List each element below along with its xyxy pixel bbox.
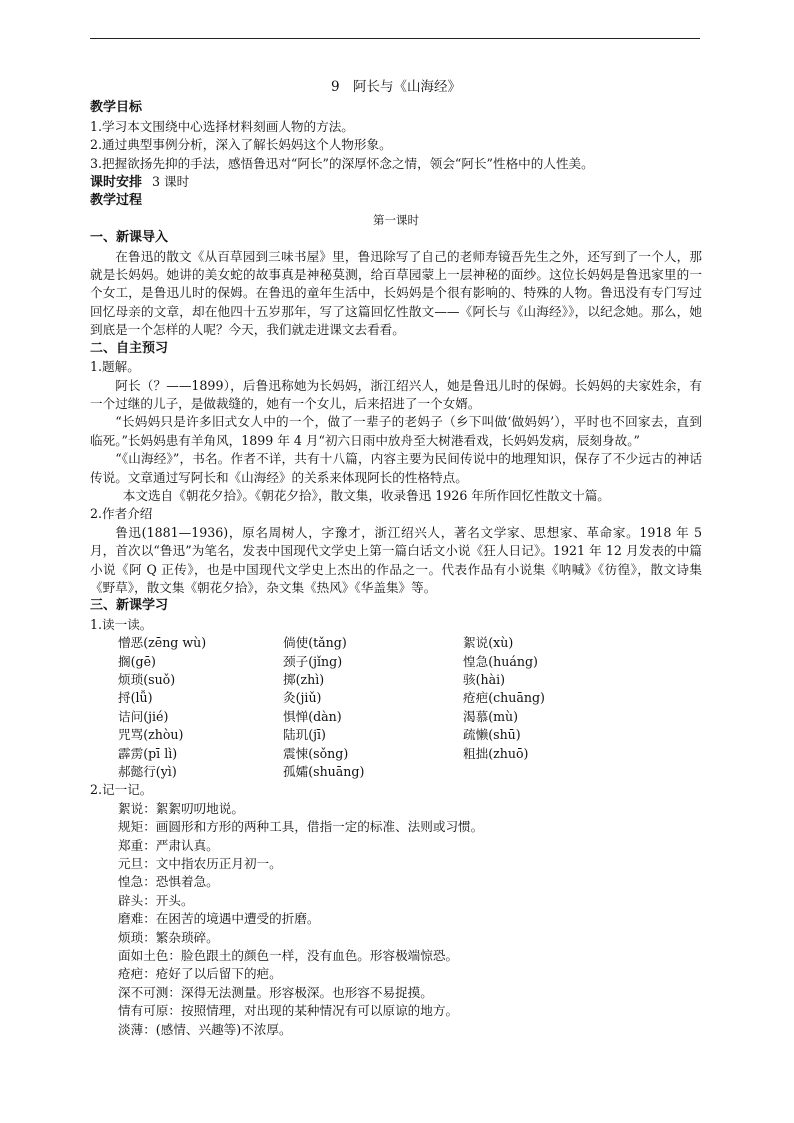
reading-item: 疮疤(chuāng): [463, 690, 545, 706]
reading-item: 粗拙(zhuō): [463, 745, 529, 761]
reading-item: 渴慕(mù): [463, 708, 519, 724]
definition-item: 情有可原：按照情理，对出现的某种情况有可以原谅的地方。: [118, 1003, 459, 1019]
reading-item: 絮说(xù): [463, 635, 514, 651]
reading-item: 孤孀(shuāng): [283, 763, 365, 779]
definition-item: 郑重：严肃认真。: [118, 837, 219, 853]
lesson-label: 第一课时: [373, 212, 419, 227]
reading-grid: [90, 634, 702, 781]
definition-item: 元旦：文中指农历正月初一。: [118, 855, 282, 871]
goal-item: 1.学习本文围绕中心选择材料刻画人物的方法。: [90, 118, 354, 134]
section-heading-preview: 二、自主预习: [90, 340, 169, 356]
paragraph-source: 本文选自《朝花夕拾》。《朝花夕拾》，散文集，收录鲁迅 1926 年所作回忆性散文十篇。: [122, 487, 610, 503]
definition-item: 絮说：絮絮叨叨地说。: [118, 800, 244, 816]
reading-item: 陆玑(jī): [283, 727, 326, 743]
definition-item: 淡薄：(感情、兴趣等)不浓厚。: [118, 1021, 292, 1037]
reading-item: 颈子(jǐng): [283, 653, 343, 669]
intro-paragraph: 在鲁迅的散文《从百草园到三味书屋》里，鲁迅除写了自己的老师寿镜吾先生之外，还写到了一个人，那就是长妈妈。她讲的美女蛇的故事真是神秘莫测，给百草园蒙上一层神秘的面纱。这位长妈妈是鲁迅家里的一个女工，是鲁迅儿时的保姆。在鲁迅的童年生活中，长妈妈是个很有影响的、特殊的人物。鲁迅没有专门写过回忆母亲的文章，却在他四十五岁那年，写了这篇回忆性散文——《阿长与《山海经》》，以纪念她。那么，她到底是一个怎样的人呢？今天，我们就走进课文去看看。: [90, 248, 702, 338]
process-heading: 教学过程: [90, 193, 143, 209]
schedule-value: 3 课时: [152, 174, 190, 190]
reading-item: 灸(jiǔ): [283, 690, 322, 706]
reading-item: 震悚(sǒng): [283, 745, 349, 761]
reading-item: 霹雳(pī lì): [118, 745, 178, 761]
reading-item: 搁(gē): [118, 653, 156, 669]
paragraph-author: 鲁迅(1881—1936)，原名周树人，字豫才，浙江绍兴人，著名文学家、思想家、革命家。1918 年 5 月，首次以“鲁迅”为笔名，发表中国现代文学史上第一篇白话文小说《狂人日记》。1921 年 12 月发表的中篇小说《阿 Q 正传》，也是中国现代文学史上杰出的作品之一。代表作品有小说集《呐喊》《彷徨》，散文诗集《野草》，散文集《朝花夕拾》，杂文集《热风》《华盖集》等。: [90, 524, 702, 595]
reading-item: 倘使(tǎng): [283, 635, 347, 651]
reading-item: 捋(lǚ): [118, 690, 153, 706]
reading-item: [463, 763, 663, 781]
subheading-remember: 2.记一记。: [90, 782, 153, 798]
definition-list: [90, 800, 702, 1039]
subheading-title-explain: 1.题解。: [90, 359, 140, 375]
reading-item: 郝懿行(yì): [118, 763, 177, 779]
definition-item: 辟头：开头。: [118, 892, 194, 908]
goals-heading: 教学目标: [90, 100, 143, 116]
definition-item: 疮疤：疮好了以后留下的疤。: [118, 966, 282, 982]
goal-item: 2.通过典型事例分析，深入了解长妈妈这个人物形象。: [90, 137, 392, 153]
paragraph-shanhaijing: “《山海经》”，书名。作者不详，共有十八篇，内容主要为民间传说中的地理知识，保存了不少远古的神话传说。文章通过写阿长和《山海经》的关系来体现阿长的性格特点。: [90, 451, 702, 485]
definition-item: 深不可测：深得无法测量。形容极深。也形容不易捉摸。: [118, 984, 433, 1000]
paragraph-quote: “长妈妈只是许多旧式女人中的一个，做了一辈子的老妈子（乡下叫做‘做妈妈’），平时也不回家去，直到临死。”长妈妈患有羊角风，1899 年 4 月“初六日雨中放舟至大树港看戏，长妈妈发病，辰刻身故。”: [90, 414, 702, 448]
goal-item: 3.把握欲扬先抑的手法，感悟鲁迅对“阿长”的深厚怀念之情，领会“阿长”性格中的人性美。: [90, 155, 594, 171]
schedule-row: [90, 173, 702, 192]
reading-item: 憎恶(zēng wù): [118, 635, 207, 651]
definition-item: 磨难：在困苦的境遇中遭受的折磨。: [118, 911, 320, 927]
reading-item: 惧惮(dàn): [283, 708, 342, 724]
reading-item: 掷(zhì): [283, 671, 325, 687]
definition-item: 烦琐：繁杂琐碎。: [118, 929, 219, 945]
section-heading-study: 三、新课学习: [90, 598, 169, 614]
header-rule: [90, 38, 700, 39]
subheading-read: 1.读一读。: [90, 616, 153, 632]
reading-item: 烦琐(suǒ): [118, 671, 176, 687]
paragraph-achang: 阿长（？——1899），后鲁迅称她为长妈妈，浙江绍兴人，她是鲁迅儿时的保姆。长妈妈的夫家姓余，有一个过继的儿子，是做裁缝的，她有一个女儿，后来招进了一个女婿。: [90, 377, 702, 411]
schedule-heading: 课时安排: [90, 175, 143, 191]
definition-item: 惶急：恐惧着急。: [118, 874, 219, 890]
reading-item: 惶急(huáng): [463, 653, 538, 669]
definition-item: 面如土色：脸色跟土的颜色一样，没有血色。形容极端惊恐。: [118, 947, 459, 963]
definition-item: 规矩：画圆形和方形的两种工具，借指一定的标准、法则或习惯。: [118, 819, 484, 835]
lesson-page: [90, 78, 702, 1039]
reading-item: 诘问(jié): [118, 708, 169, 724]
subheading-author: 2.作者介绍: [90, 506, 153, 522]
reading-item: 骇(hài): [463, 671, 506, 687]
page-title: 9 阿长与《山海经》: [330, 79, 462, 95]
reading-item: 咒骂(zhòu): [118, 727, 184, 743]
reading-item: 疏懒(shū): [463, 727, 521, 743]
section-heading-intro: 一、新课导入: [90, 230, 169, 246]
